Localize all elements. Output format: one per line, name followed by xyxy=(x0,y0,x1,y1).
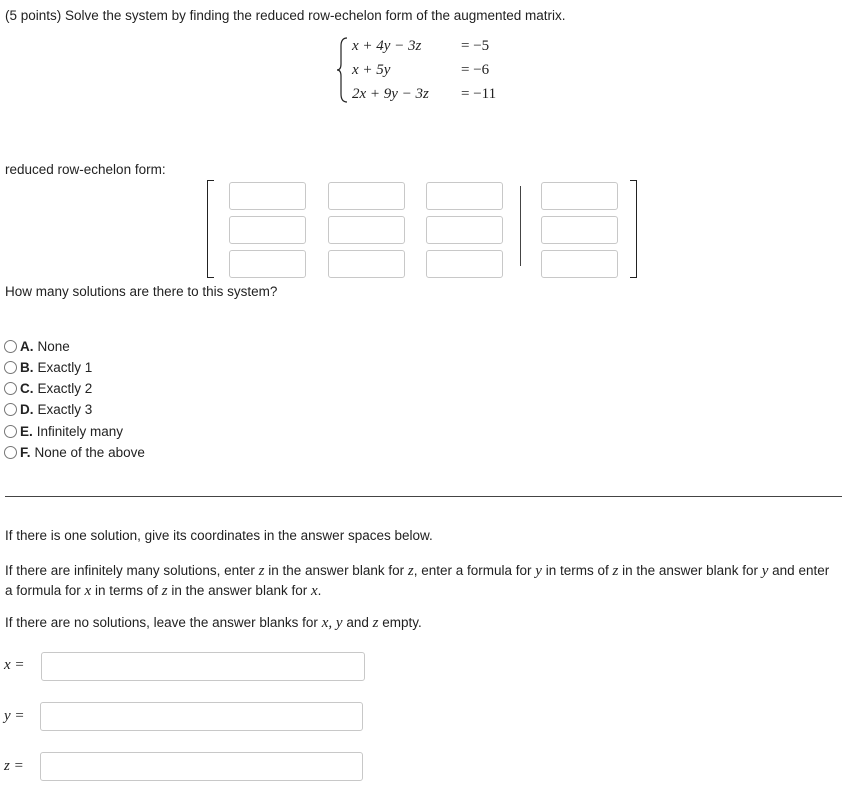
augmented-matrix xyxy=(0,0,847,290)
matrix-left-bracket xyxy=(207,180,214,278)
section-divider xyxy=(5,496,842,497)
rref-cell-r3-c1[interactable] xyxy=(229,250,306,278)
rref-cell-r1-c3[interactable] xyxy=(426,182,503,210)
rref-cell-r2-c4[interactable] xyxy=(541,216,618,244)
option-text: Exactly 3 xyxy=(37,401,93,417)
radio-button[interactable] xyxy=(4,425,17,438)
var-y: y xyxy=(335,615,343,631)
instruction-text: If there are no solutions, leave the answer blanks for xyxy=(5,615,318,630)
var-z: z xyxy=(407,563,414,579)
instruction-text: in terms of xyxy=(94,583,159,598)
radio-button[interactable] xyxy=(4,361,17,374)
option-letter: E. xyxy=(20,423,33,439)
radio-button[interactable] xyxy=(4,403,17,416)
rref-cell-r2-c1[interactable] xyxy=(229,216,306,244)
rref-cell-r3-c3[interactable] xyxy=(426,250,503,278)
var-x: x xyxy=(310,583,318,599)
option-text: Infinitely many xyxy=(36,423,124,439)
answer-y-label: y = xyxy=(4,708,25,724)
equation-1-lhs: x + 4y − 3z xyxy=(352,38,422,54)
solution-count-question: How many solutions are there to this system? xyxy=(5,284,278,299)
instruction-text: , enter a formula for xyxy=(413,563,532,578)
var-z: z xyxy=(612,563,619,579)
answer-x-label: x = xyxy=(4,657,25,673)
instruction-text: in the answer blank for xyxy=(171,583,308,598)
question-text: Solve the system by finding the reduced row-echelon form of the augmented matrix. xyxy=(65,8,566,23)
question-points: (5 points) xyxy=(5,8,62,23)
answer-z-label: z = xyxy=(4,758,24,774)
instruction-text: in the answer blank for xyxy=(622,563,758,578)
answer-z-input[interactable] xyxy=(40,752,363,781)
var-y: y xyxy=(535,563,542,579)
option-letter: D. xyxy=(20,401,34,417)
instruction-infinite xyxy=(5,561,840,601)
radio-button[interactable] xyxy=(4,446,17,459)
answer-y-input[interactable] xyxy=(40,702,363,731)
option-f[interactable] xyxy=(4,443,145,461)
option-letter: B. xyxy=(20,359,34,375)
var-z: z xyxy=(372,615,379,631)
instruction-text: in the answer blank for xyxy=(268,563,405,578)
rref-cell-r1-c2[interactable] xyxy=(328,182,405,210)
option-c[interactable] xyxy=(4,379,92,397)
option-letter: A. xyxy=(20,338,34,354)
var-z: z xyxy=(258,563,265,579)
option-text: Exactly 2 xyxy=(37,380,93,396)
equation-1-rhs: = −5 xyxy=(461,38,490,54)
var-x: x xyxy=(84,583,92,599)
matrix-right-bracket xyxy=(630,180,637,278)
var-x: x, xyxy=(321,615,333,631)
instruction-one-solution: If there is one solution, give its coordinates in the answer spaces below. xyxy=(5,528,433,543)
option-text: None of the above xyxy=(34,444,145,460)
answer-x-input[interactable] xyxy=(41,652,365,681)
radio-button[interactable] xyxy=(4,340,17,353)
equation-3-rhs: = −11 xyxy=(461,86,497,102)
option-text: Exactly 1 xyxy=(37,359,93,375)
radio-button[interactable] xyxy=(4,382,17,395)
instruction-text: If there are infinitely many solutions, enter xyxy=(5,563,255,578)
instruction-text: and xyxy=(772,563,795,578)
augment-divider xyxy=(520,186,521,266)
instruction-text: and xyxy=(346,615,369,630)
rref-cell-r2-c3[interactable] xyxy=(426,216,503,244)
option-letter: C. xyxy=(20,380,34,396)
var-z: z xyxy=(161,583,168,599)
option-letter: F. xyxy=(20,444,31,460)
option-a[interactable] xyxy=(4,337,70,355)
option-d[interactable] xyxy=(4,400,92,418)
option-b[interactable] xyxy=(4,358,92,376)
rref-cell-r1-c1[interactable] xyxy=(229,182,306,210)
instruction-none xyxy=(5,615,422,632)
rref-cell-r3-c4[interactable] xyxy=(541,250,618,278)
equation-2-lhs: x + 5y xyxy=(352,62,391,78)
instruction-text: empty. xyxy=(382,615,422,630)
equation-3-lhs: 2x + 9y − 3z xyxy=(352,86,429,102)
var-y: y xyxy=(761,563,769,579)
rref-label: reduced row-echelon form: xyxy=(5,162,166,177)
instruction-text: in terms of xyxy=(545,563,609,578)
instruction-period: . xyxy=(317,583,322,598)
instruction-text: enter a formula for xyxy=(5,563,830,598)
option-text: None xyxy=(37,338,70,354)
rref-cell-r2-c2[interactable] xyxy=(328,216,405,244)
equation-2-rhs: = −6 xyxy=(461,62,490,78)
rref-cell-r1-c4[interactable] xyxy=(541,182,618,210)
rref-cell-r3-c2[interactable] xyxy=(328,250,405,278)
option-e[interactable] xyxy=(4,422,123,440)
